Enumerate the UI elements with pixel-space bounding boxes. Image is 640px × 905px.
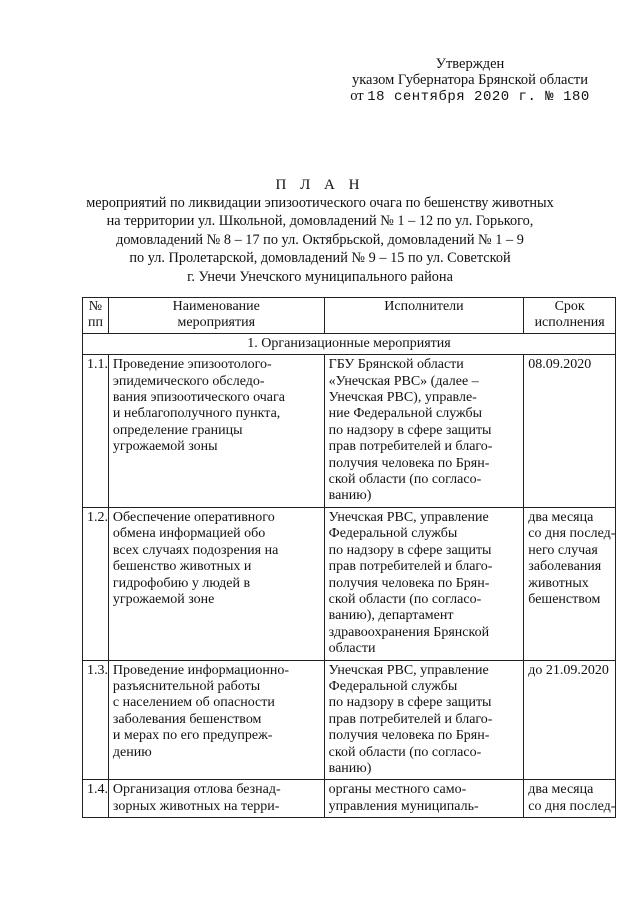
- deadline-cell: до 21.09.2020: [524, 660, 616, 780]
- executors-cell: ГБУ Брянской области «Унечская РВС» (далее – Унечская РВС), управле- ние Федеральной службы по надзору в сфере защиты прав потребителей и благо- получия человека по Брян- ской области (по согласо- ванию): [324, 355, 524, 508]
- executors-cell: Унечская РВС, управление Федеральной службы по надзору в сфере защиты прав потребителей и благо- получия человека по Брян- ской области (по согласо- ванию): [324, 660, 524, 780]
- deadline-cell: 08.09.2020: [524, 355, 616, 508]
- activity-cell: Обеспечение оперативного обмена информацией обо всех случаях подозрения на бешенство животных и гидрофобию у людей в угрожаемой зоне: [108, 507, 324, 660]
- approval-date-stamp: 18 сентября 2020 г. № 180: [367, 89, 590, 105]
- executors-cell: Унечская РВС, управление Федеральной службы по надзору в сфере защиты прав потребителей и благо- получия человека по Брян- ской области (по согласо- ванию), департамент здравоохранения Брянской области: [324, 507, 524, 660]
- document-title: [0, 176, 640, 286]
- executors-cell: органы местного само- управления муниципаль-: [324, 780, 524, 818]
- header-activity: Наименование мероприятия: [108, 298, 324, 334]
- header-deadline: Срок исполнения: [524, 298, 616, 334]
- approval-block: [325, 56, 615, 105]
- row-number: 1.4.: [83, 780, 109, 818]
- approval-date-prefix: от: [350, 88, 364, 104]
- table-row: [83, 660, 616, 780]
- table-header-row: [83, 298, 616, 334]
- title-line: по ул. Пролетарской, домовладений № 9 – 15 по ул. Советской: [129, 250, 511, 267]
- header-executors: Исполнители: [324, 298, 524, 334]
- section-title: 1. Организационные мероприятия: [83, 333, 616, 354]
- approval-line-3: [325, 88, 615, 105]
- table-row: [83, 355, 616, 508]
- table-row: [83, 507, 616, 660]
- approval-line-1: Утвержден: [435, 56, 505, 72]
- table-row: [83, 780, 616, 818]
- deadline-cell: два месяца со дня послед-: [524, 780, 616, 818]
- activity-cell: Организация отлова безнад- зорных животных на терри-: [108, 780, 324, 818]
- row-number: 1.2.: [83, 507, 109, 660]
- approval-line-2: указом Губернатора Брянской области: [351, 72, 589, 88]
- header-number: № пп: [83, 298, 109, 334]
- table-body: [83, 333, 616, 817]
- title-line: мероприятий по ликвидации эпизоотического очага по бешенству животных: [86, 195, 554, 211]
- title-line: домовладений № 8 – 17 по ул. Октябрьской, домовладений № 1 – 9: [116, 231, 524, 248]
- title-line: на территории ул. Школьной, домовладений № 1 – 12 по ул. Горького,: [106, 213, 534, 230]
- deadline-cell: два месяца со дня послед- него случая заболевания животных бешенством: [524, 507, 616, 660]
- title-heading: П Л А Н: [275, 177, 365, 193]
- activity-cell: Проведение информационно- разъяснительной работы с населением об опасности заболевания бешенством и мерах по его предупреж- дению: [108, 660, 324, 780]
- title-line: г. Унечи Унечского муниципального района: [187, 268, 453, 285]
- activity-cell: Проведение эпизоотолого- эпидемического обследо- вания эпизоотического очага и неблагополучного пункта, определение границы угрожаемой зоны: [108, 355, 324, 508]
- row-number: 1.3.: [83, 660, 109, 780]
- plan-table: [82, 297, 616, 818]
- row-number: 1.1.: [83, 355, 109, 508]
- section-row: [83, 333, 616, 354]
